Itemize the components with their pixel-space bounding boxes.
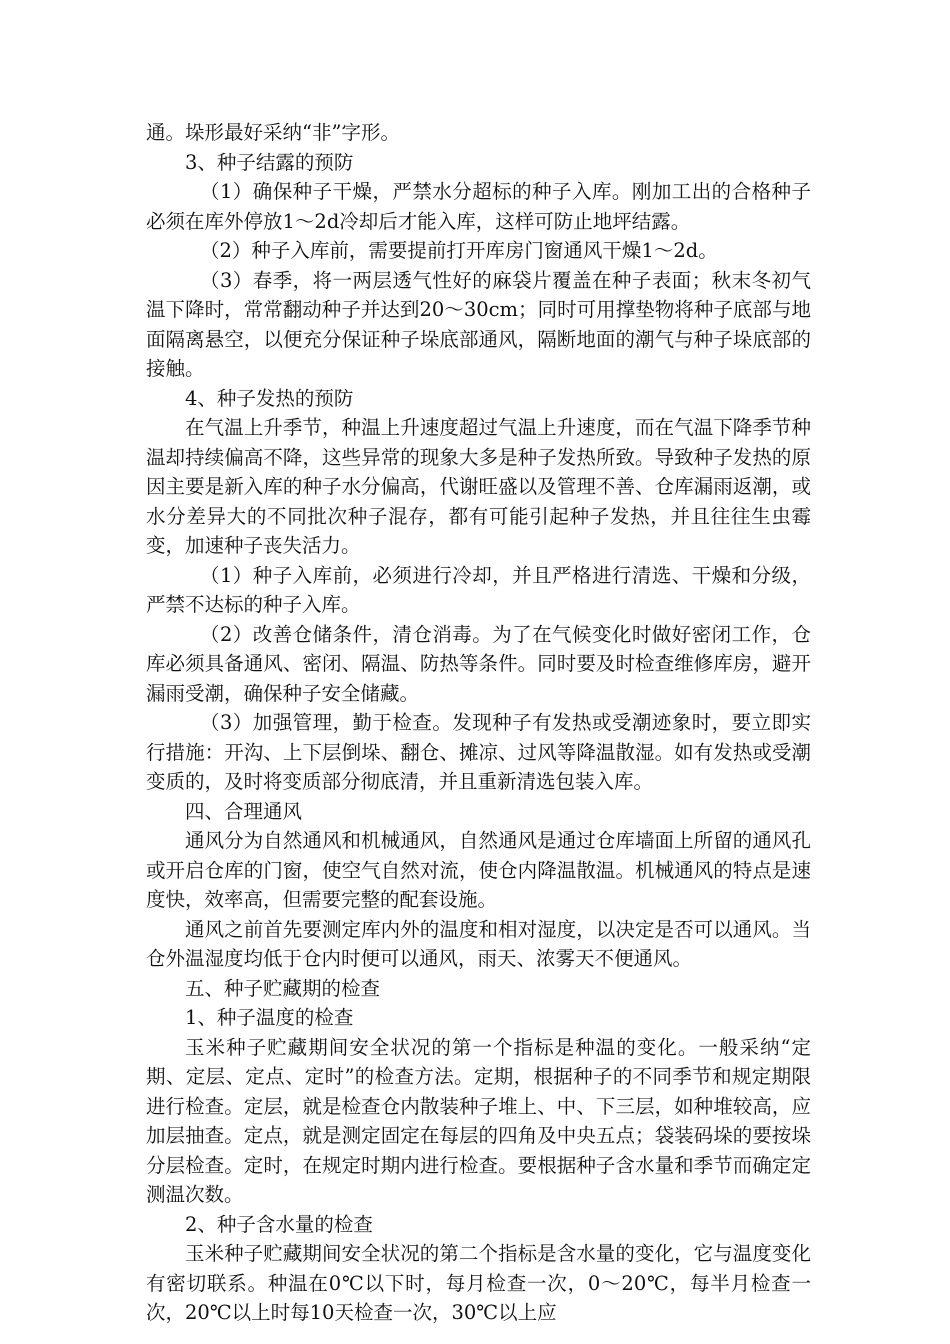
subsection-heading-moisture: 2、种子含水量的检查 xyxy=(185,1212,373,1236)
section-heading-ventilation: 四、合理通风 xyxy=(185,799,303,823)
section-heading-heat-prevention: 4、种子发热的预防 xyxy=(185,386,354,410)
paragraph-dew-item-1: （1）确保种子干燥，严禁水分超标的种子入库。刚加工出的合格种子必须在库外停放1～2d冷却后才能入库，这样可防止地坪结露。 xyxy=(146,180,811,233)
section-heading-storage-inspection: 五、种子贮藏期的检查 xyxy=(185,976,381,1000)
paragraph-heat-item-1: （1）种子入库前，必须进行冷却，并且严格进行清选、干燥和分级，严禁不达标的种子入库。 xyxy=(146,563,811,616)
paragraph-ventilation-conditions: 通风之前首先要测定库内外的温度和相对湿度，以决定是否可以通风。当仓外温湿度均低于仓内时便可以通风，雨天、浓雾天不便通风。 xyxy=(146,917,811,970)
paragraph-continuation: 通。垛形最好采纳“非”字形。 xyxy=(146,121,400,144)
subsection-heading-temperature: 1、种子温度的检查 xyxy=(185,1006,354,1029)
paragraph-dew-item-2: （2）种子入库前，需要提前打开库房门窗通风干燥1～2d。 xyxy=(200,239,718,262)
paragraph-dew-item-3: （3）春季，将一两层透气性好的麻袋片覆盖在种子表面；秋末冬初气温下降时，常常翻动种子并达到20～30cm；同时可用撑垫物将种子底部与地面隔离悬空，以便充分保证种子垛底部通风，隔断地面的潮气与种子垛底部的接触。 xyxy=(146,268,811,380)
paragraph-temperature-check: 玉米种子贮藏期间安全状况的第一个指标是种温的变化。一般采纳“定期、定层、定点、定时”的检查方法。定期，根据种子的不同季节和规定期限进行检查。定层，就是检查仓内散装种子堆上、中、下三层，如种堆较高，应加层抽查。定点，就是测定固定在每层的四角及中央五点；袋装码垛的要按垛分层检查。定时，在规定时期内进行检查。要根据种子含水量和季节而确定定测温次数。 xyxy=(146,1035,811,1206)
section-heading-dew-prevention: 3、种子结露的预防 xyxy=(185,150,354,174)
paragraph-heat-intro: 在气温上升季节，种温上升速度超过气温上升速度，而在气温下降季节种温却持续偏高不降，这些异常的现象大多是种子发热所致。导致种子发热的原因主要是新入库的种子水分偏高，代谢旺盛以及管理不善、仓库漏雨返潮，或水分差异大的不同批次种子混存，都有可能引起种子发热，并且往往生虫霉变，加速种子丧失活力。 xyxy=(146,416,811,557)
paragraph-moisture-check: 玉米种子贮藏期间安全状况的第二个指标是含水量的变化，它与温度变化有密切联系。种温在0℃以下时，每月检查一次，0～20℃，每半月检查一次，20℃以上时每10天检查一次，30℃以上应 xyxy=(146,1242,811,1324)
document-page xyxy=(146,118,811,1328)
paragraph-heat-item-3: （3）加强管理，勤于检查。发现种子有发热或受潮迹象时，要立即实行措施：开沟、上下层倒垛、翻仓、摊凉、过风等降温散湿。如有发热或受潮变质的，及时将变质部分彻底清，并且重新清选包装入库。 xyxy=(146,711,811,793)
paragraph-heat-item-2: （2）改善仓储条件，清仓消毒。为了在气候变化时做好密闭工作，仓库必须具备通风、密闭、隔温、防热等条件。同时要及时检查维修库房，避开漏雨受潮，确保种子安全储藏。 xyxy=(146,622,811,705)
paragraph-ventilation-types: 通风分为自然通风和机械通风，自然通风是通过仓库墙面上所留的通风孔或开启仓库的门窗，使空气自然对流，使仓内降温散温。机械通风的特点是速度快，效率高，但需要完整的配套设施。 xyxy=(146,829,811,911)
